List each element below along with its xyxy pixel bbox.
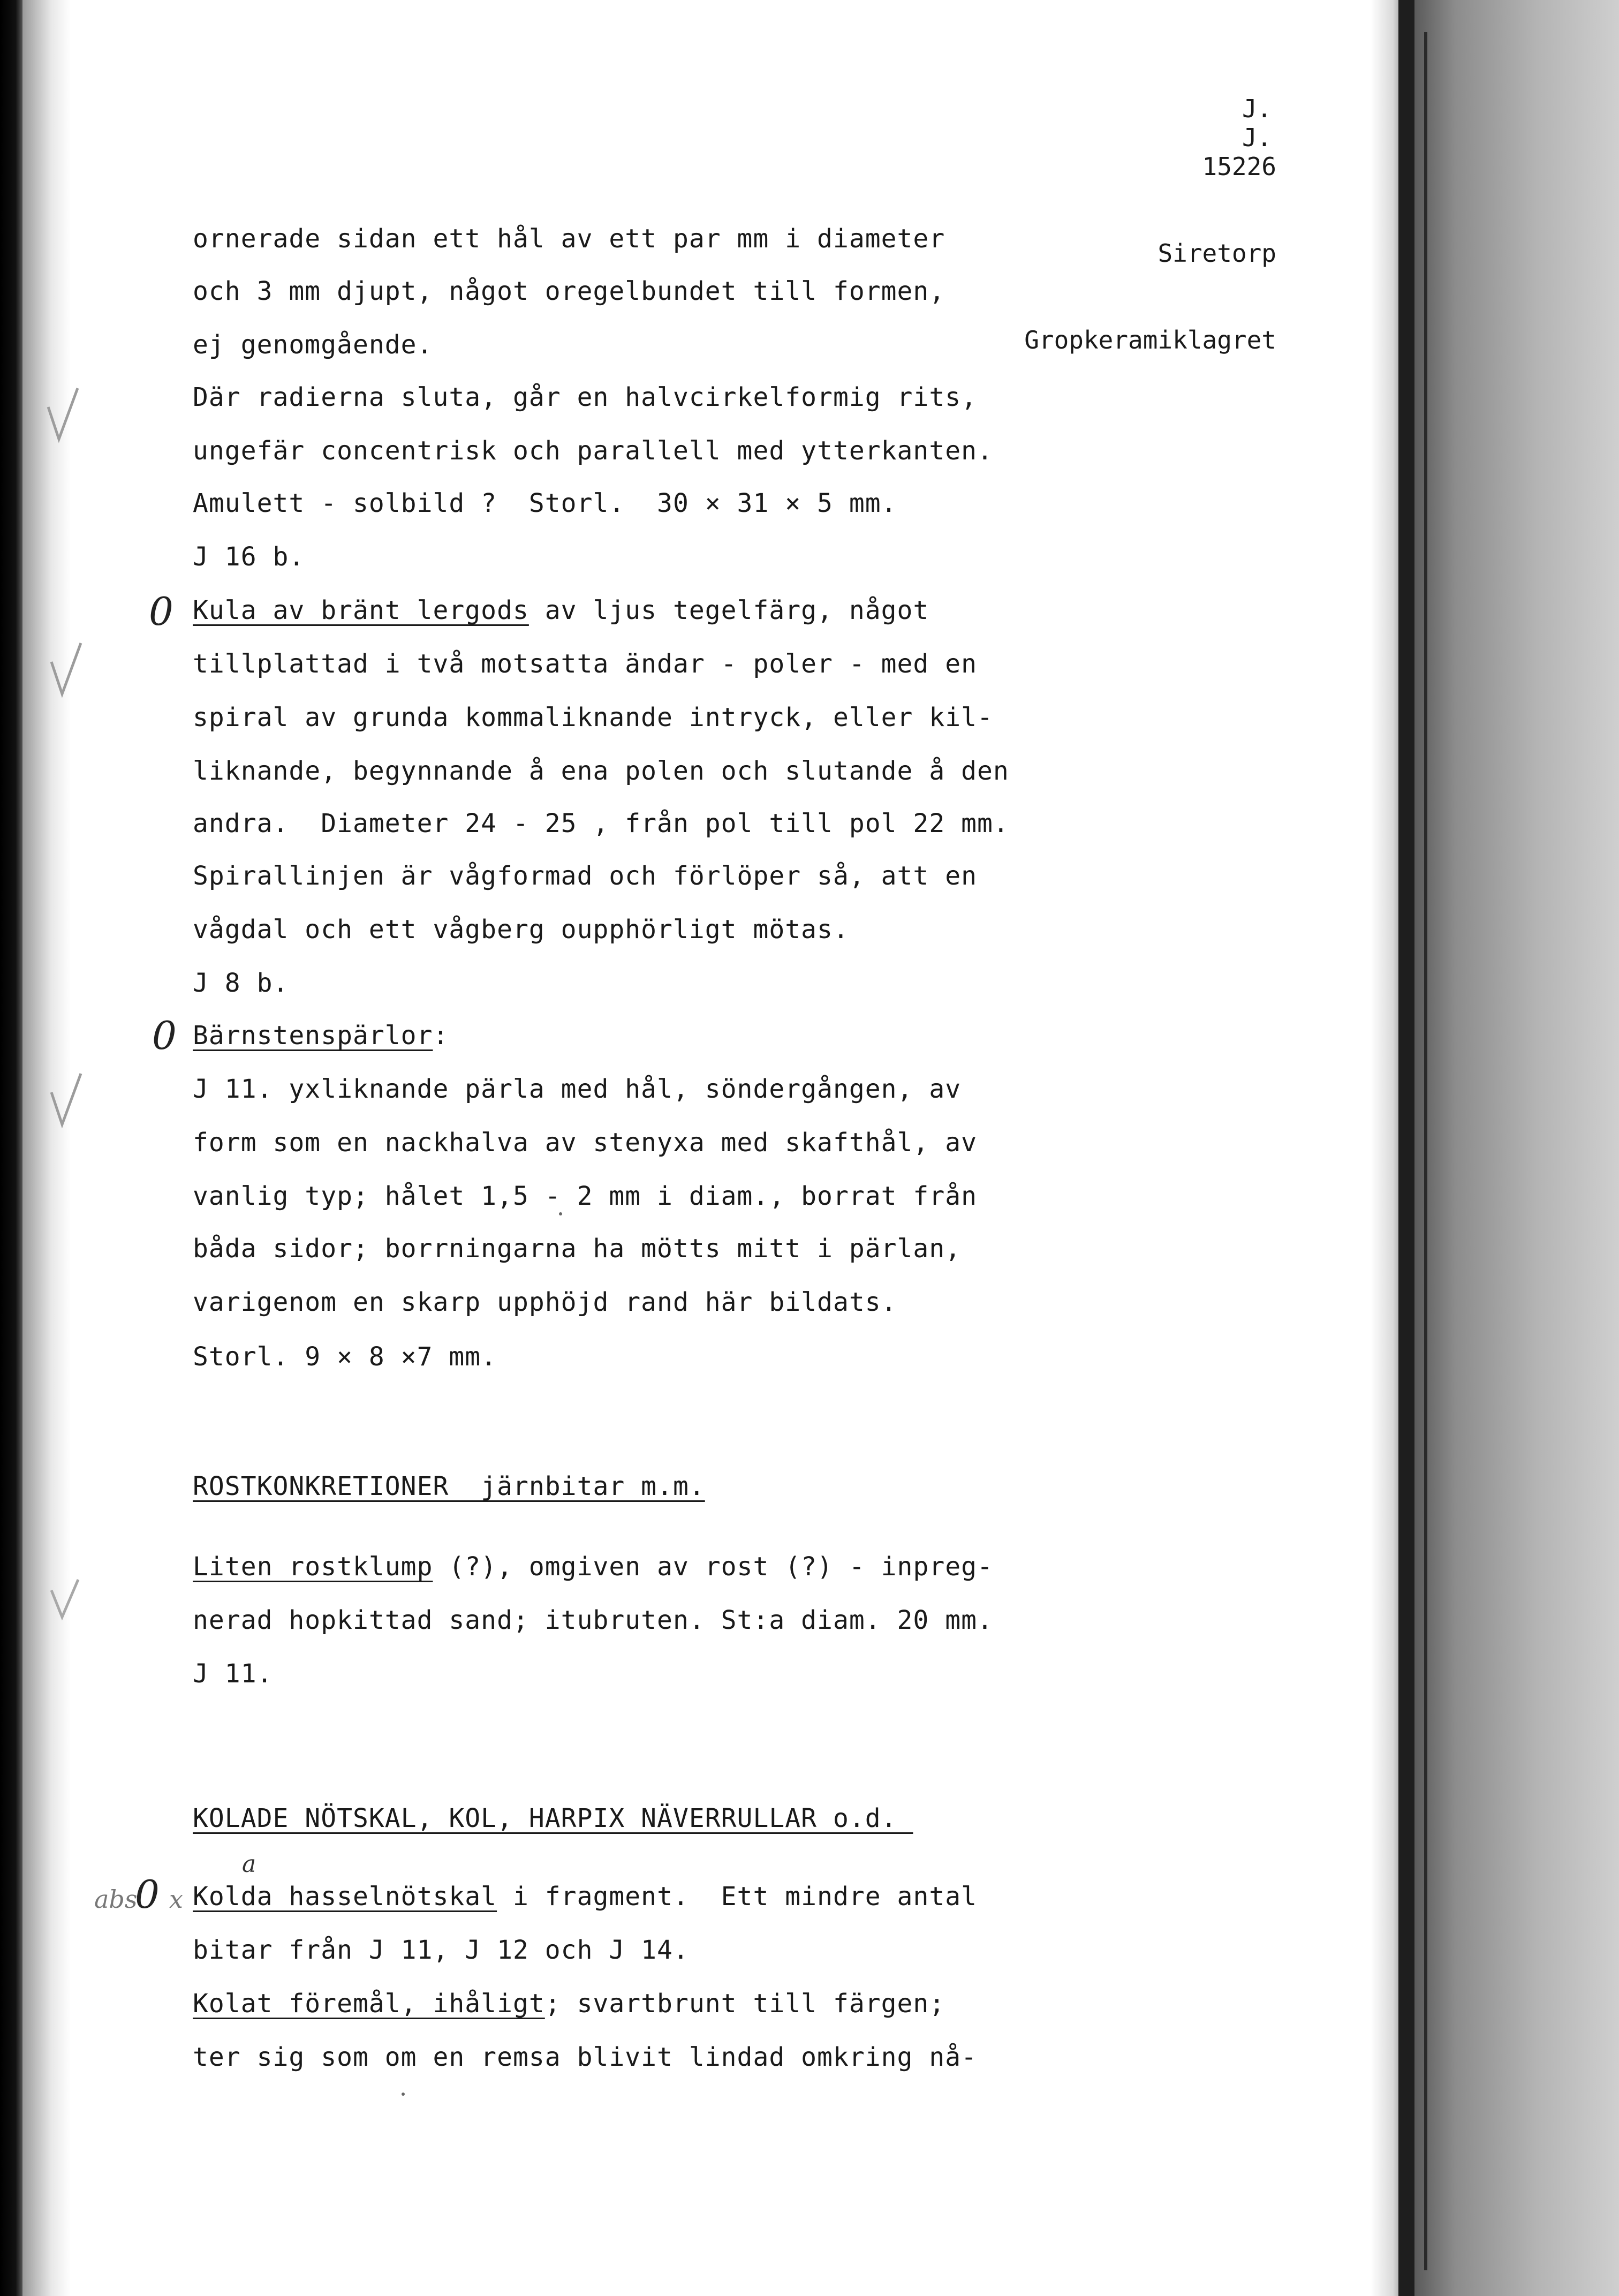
text-line: bitar från J 11, J 12 och J 14. [193,1935,689,1965]
insertion-mark: a [242,1851,256,1878]
section-heading: ROSTKONKRETIONER järnbitar m.m. [193,1471,705,1501]
text-line: vågdal och ett vågberg oupphörligt mötas. [193,915,849,945]
text-line: J 8 b. [193,968,289,998]
text-line: spiral av grunda kommaliknande intryck, eller kil- [193,703,993,732]
text-line: vanlig typ; hålet 1,5 - 2 mm i diam., borrat från [193,1181,978,1211]
text-line: Spirallinjen är vågformad och förlöper så, att en [193,861,978,891]
text-line: nerad hopkittad sand; itubruten. St:a diam. 20 mm. [193,1605,993,1635]
page-header [1024,94,1276,383]
text-span: av ljus tegelfärg, något [528,595,929,625]
text-line: ej genomgående. [193,330,433,360]
ink-speck [402,2093,405,2096]
text-span: (?), omgiven av rost (?) - inpreg- [433,1552,993,1582]
item-heading: Kolat föremål, ihåligt [193,1989,545,2019]
catalog-number: 15226 [1202,152,1276,181]
text-line: J 11. [193,1659,273,1689]
scan-edge-right-shadow [1371,0,1403,2296]
scan-edge-left-shadow [22,0,71,2296]
item-heading: Liten rostklump [193,1552,433,1582]
text-line [193,1019,449,1052]
item-heading: Kula av bränt lergods [193,595,529,625]
text-line: form som en nackhalva av stenyxa med skafthål, av [193,1128,978,1158]
text-line [193,1551,993,1583]
margin-checkmark-icon [46,1071,89,1130]
item-heading: Kolda hasselnötskal [193,1882,497,1912]
margin-checkmark-icon [43,386,86,444]
text-span: : [433,1021,449,1051]
text-line: Där radierna sluta, går en halvcirkelformig rits, [193,382,978,412]
text-line: Amulett - solbild ? Storl. 30 × 31 × 5 mm. [193,488,897,518]
margin-note: abs [94,1885,138,1914]
scan-edge-right-page [1414,0,1619,2296]
layer-name: Gropkeramiklagret [1024,326,1276,354]
text-line: ter sig som om en remsa blivit lindad omkring nå- [193,2042,978,2072]
text-line [193,1988,945,2020]
header-tag-1: J. [1242,94,1272,123]
scan-edge-right-line [1424,32,1427,2270]
text-span: ; svartbrunt till färgen; [544,1989,945,2019]
item-heading: Bärnstenspärlor [193,1021,433,1051]
text-span: i fragment. Ett mindre antal [497,1882,978,1912]
margin-checkmark-icon [46,640,89,699]
text-line [193,594,929,626]
ink-speck [559,1212,562,1215]
text-line: liknande, begynnande å ena polen och slutande å den [193,756,1009,786]
text-line: båda sidor; borrningarna ha mötts mitt i pärlan, [193,1234,962,1264]
scan-edge-left [0,0,22,2296]
margin-circle-mark: 0 [135,1872,160,1917]
text-line: ungefär concentrisk och parallell med ytterkanten. [193,436,993,466]
margin-note: x [169,1885,183,1914]
site-name: Siretorp [1157,239,1276,268]
margin-circle-mark: 0 [149,589,173,634]
margin-checkmark-icon [46,1574,89,1622]
text-line [193,1880,977,1913]
text-line: J 11. yxliknande pärla med hål, söndergången, av [193,1074,962,1104]
text-line: Storl. 9 × 8 ×7 mm. [193,1342,497,1372]
text-line: J 16 b. [193,542,305,572]
text-line: varigenom en skarp upphöjd rand här bildats. [193,1287,897,1317]
header-tag-2: J. [1242,123,1272,152]
text-line: andra. Diameter 24 - 25 , från pol till pol 22 mm. [193,809,1009,839]
text-line: ornerade sidan ett hål av ett par mm i diameter [193,224,945,254]
scan-edge-right-bar [1398,0,1414,2296]
section-heading: KOLADE NÖTSKAL, KOL, HARPIX NÄVERRULLAR o.d. [193,1803,913,1833]
margin-circle-mark: 0 [152,1013,177,1058]
text-line: tillplattad i två motsatta ändar - poler - med en [193,649,978,679]
text-line: och 3 mm djupt, något oregelbundet till formen, [193,276,945,306]
